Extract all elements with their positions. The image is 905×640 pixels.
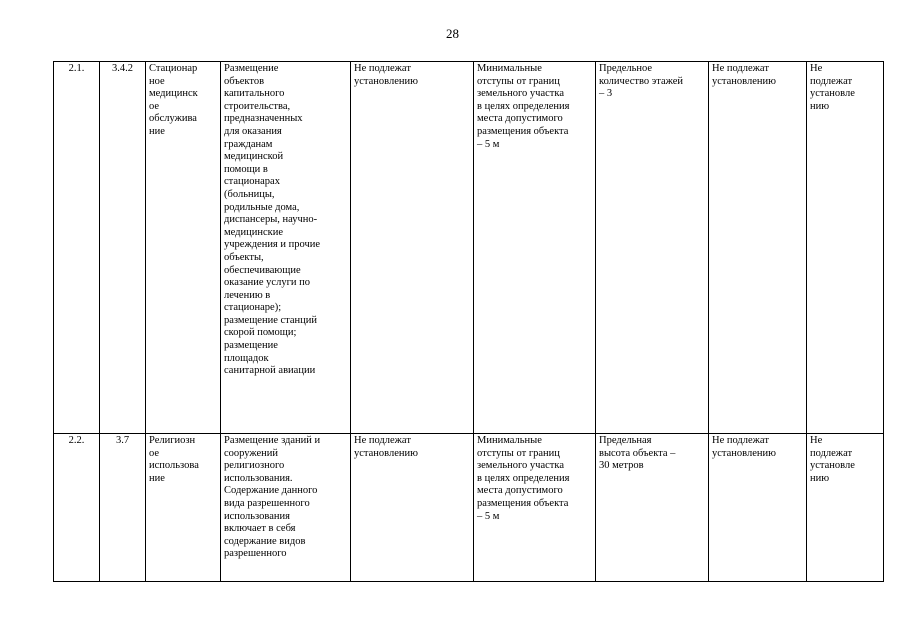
setbacks-text: Минимальные отступы от границ земельного участка в целях определения места допустимого размещения объекта – 5 м [477, 63, 570, 150]
row-number-cell [54, 62, 100, 434]
use-code-cell [100, 62, 146, 434]
parameter-text: Не подлежат установлению [712, 435, 776, 459]
limit-cell [596, 62, 709, 434]
use-description: Размещение объектов капитального строительства, предназначенных для оказания гражданам медицинской помощи в стационарах (больницы, родильные дома, диспансеры, научно- медицинские учреждения и прочие объекты, обеспечивающие оказание услуги по лечению в стационаре); размещение станций скорой помощи; размещение площадок санитарной авиации [224, 63, 321, 377]
setbacks-cell [474, 434, 596, 582]
use-code-cell [100, 434, 146, 582]
row-number-cell [54, 434, 100, 582]
setbacks-text: Минимальные отступы от границ земельного участка в целях определения места допустимого размещения объекта – 5 м [477, 435, 570, 522]
page-number: 28 [446, 26, 459, 41]
row-number: 2.1. [68, 63, 85, 74]
use-description: Размещение зданий и сооружений религиозного использования. Содержание данного вида разрешенного использования включает в себя содержание видов разрешенного [224, 435, 321, 560]
parameter-cell [709, 434, 807, 582]
parameter-cell [807, 434, 884, 582]
table-row [54, 434, 884, 582]
limit-text: Предельное количество этажей – 3 [599, 63, 684, 100]
use-name: Религиозн ое использова ние [149, 435, 199, 484]
parameter-cell [709, 62, 807, 434]
parameter-text: Не подлежат установлению [354, 435, 418, 459]
zoning-table [53, 61, 884, 582]
use-name-cell [146, 434, 221, 582]
parameter-cell [351, 434, 474, 582]
setbacks-cell [474, 62, 596, 434]
limit-text: Предельная высота объекта – 30 метров [599, 435, 676, 472]
use-code: 3.7 [115, 435, 130, 446]
limit-cell [596, 434, 709, 582]
use-name: Стационар ное медицинск ое обслужива ние [149, 63, 198, 137]
use-code: 3.4.2 [112, 63, 133, 74]
row-number: 2.2. [68, 435, 85, 446]
parameter-text: Не подлежат установлению [712, 63, 776, 87]
table-row [54, 62, 884, 434]
use-name-cell [146, 62, 221, 434]
parameter-text: Не подлежат установлению [354, 63, 418, 87]
parameter-text: Не подлежат установле нию [810, 63, 855, 112]
use-description-cell [221, 62, 351, 434]
parameter-cell [807, 62, 884, 434]
parameter-cell [351, 62, 474, 434]
use-description-cell [221, 434, 351, 582]
parameter-text: Не подлежат установле нию [810, 435, 855, 484]
